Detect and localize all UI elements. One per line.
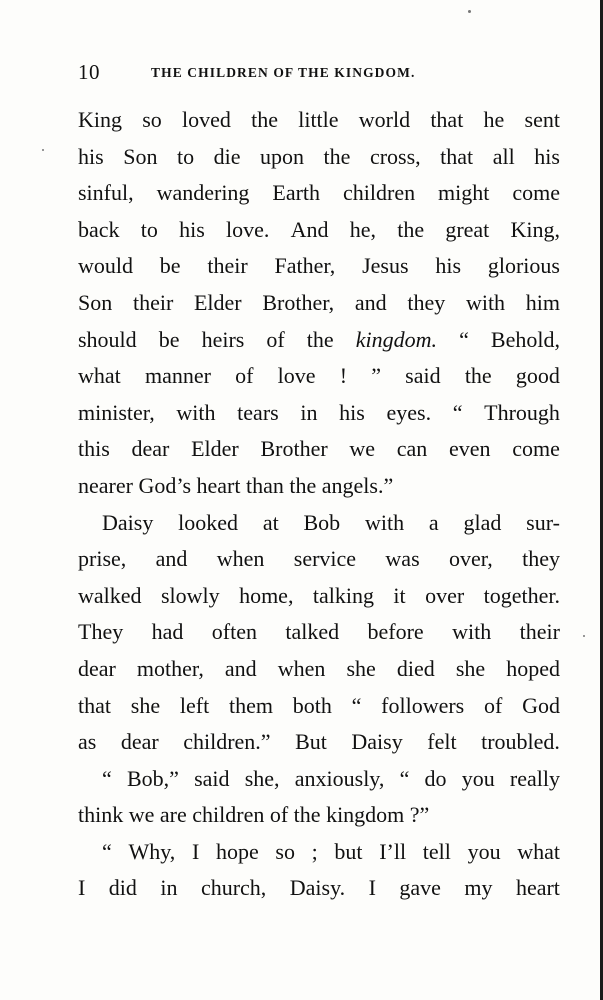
page-header: [78, 60, 560, 88]
text-line: nearer God’s heart than the angels.”: [78, 472, 394, 498]
text-line: prise, and when service was over, they: [78, 546, 560, 572]
text-line: dear mother, and when she died she hoped: [78, 655, 560, 681]
paper-speck: [583, 635, 585, 637]
text-line: They had often talked before with their: [78, 619, 560, 645]
text-line: think we are children of the kingdom ?”: [78, 802, 430, 828]
text-line: “ Why, I hope so ; but I’ll tell you what: [102, 838, 560, 864]
text-line: King so loved the little world that he sent: [78, 107, 560, 132]
text-line: this dear Elder Brother we can even come: [78, 436, 560, 462]
text-line: that she left them both “ followers of God: [78, 692, 560, 718]
text-line: sinful, wandering Earth children might come: [78, 180, 560, 206]
text-line: should be heirs of the kingdom. “ Behold,: [78, 326, 560, 352]
text-line: as dear children.” But Daisy felt troubled.: [78, 729, 560, 755]
text-line: walked slowly home, talking it over together.: [78, 582, 560, 608]
text-line: back to his love. And he, the great King,: [78, 216, 560, 242]
text-line: I did in church, Daisy. I gave my heart: [78, 875, 560, 901]
paper-speck: [42, 149, 44, 151]
text-line: would be their Father, Jesus his glorious: [78, 253, 560, 279]
paper-speck: [468, 10, 471, 13]
running-title: THE CHILDREN OF THE KINGDOM.: [151, 65, 416, 80]
text-line: his Son to die upon the cross, that all his: [78, 143, 560, 169]
text-line: Son their Elder Brother, and they with him: [78, 289, 560, 315]
body-text: [78, 102, 560, 907]
page-number: 10: [78, 60, 100, 84]
text-line: minister, with tears in his eyes. “ Through: [78, 399, 560, 425]
text-line: what manner of love ! ” said the good: [78, 363, 560, 389]
text-line: “ Bob,” said she, anxiously, “ do you really: [102, 765, 560, 791]
text-line: Daisy looked at Bob with a glad sur-: [102, 509, 560, 535]
